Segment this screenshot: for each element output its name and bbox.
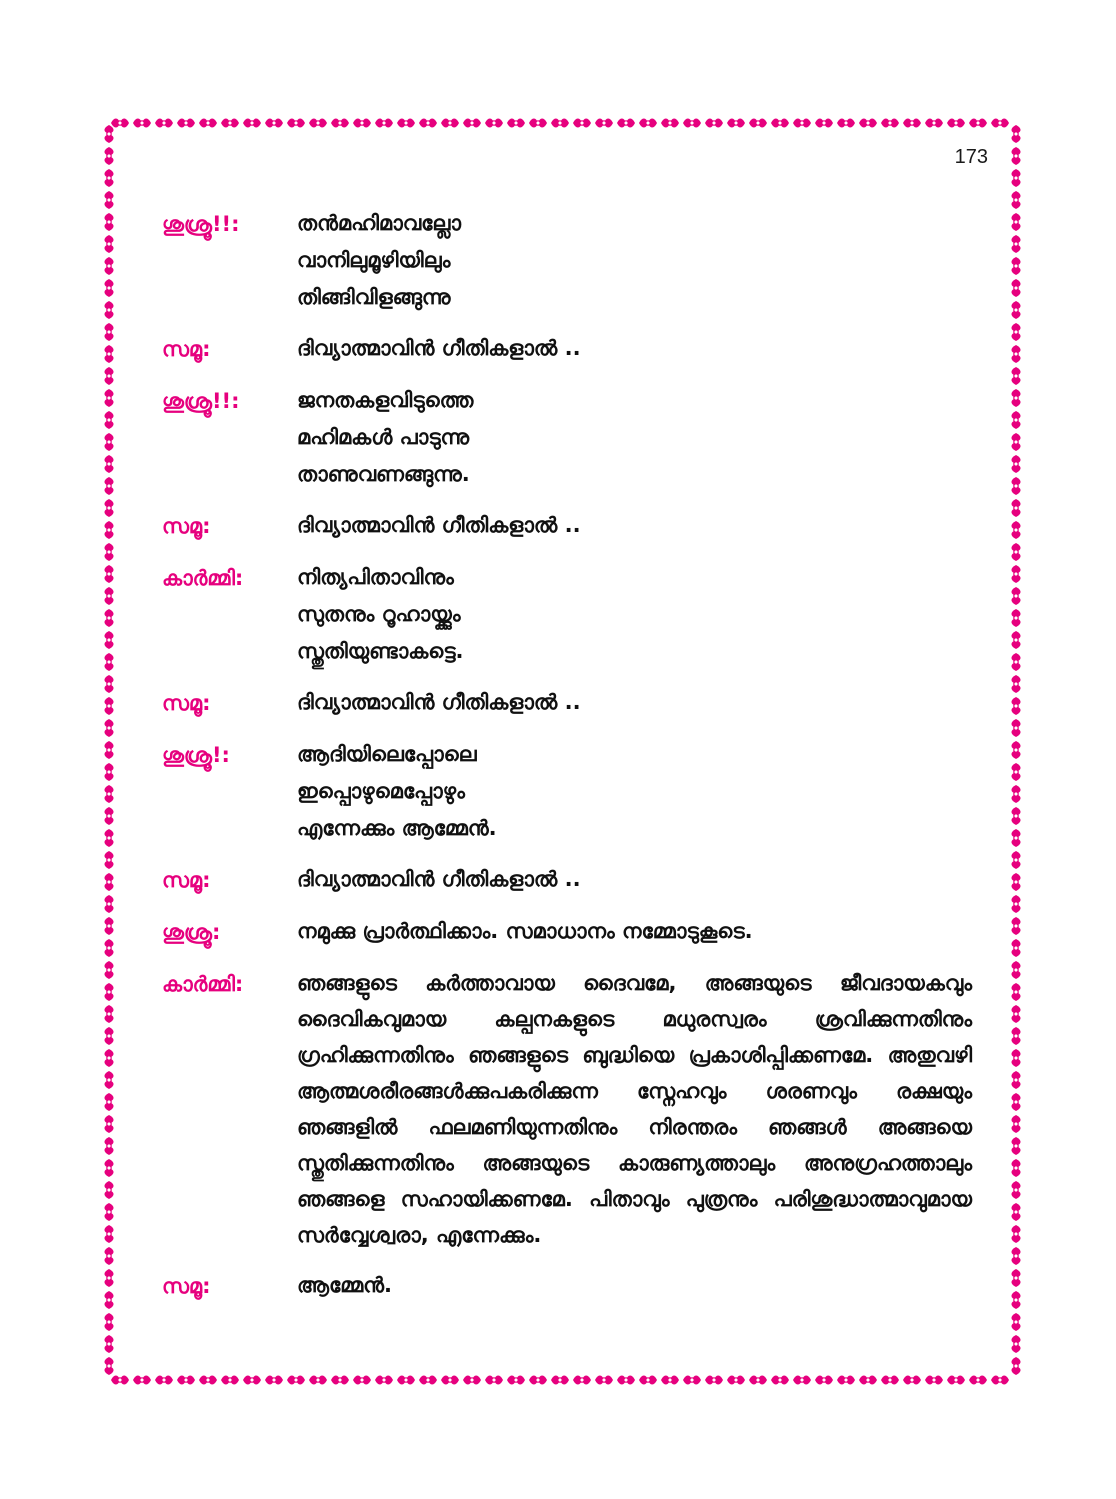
border-motif bbox=[991, 119, 1009, 128]
border-motif bbox=[105, 323, 114, 341]
border-motif bbox=[793, 119, 811, 128]
border-motif bbox=[105, 499, 114, 517]
verse-lines bbox=[297, 382, 972, 493]
border-motif bbox=[925, 1376, 943, 1385]
dialogue-entry bbox=[162, 507, 972, 545]
border-motif bbox=[749, 119, 767, 128]
verse-lines bbox=[297, 1267, 972, 1305]
border-motif bbox=[105, 939, 114, 957]
verse-line: വാനിലുമൂഴിയിലും bbox=[297, 248, 451, 272]
page-number: 173 bbox=[954, 146, 988, 168]
border-motif bbox=[1012, 213, 1021, 231]
border-motif bbox=[105, 1005, 114, 1023]
border-motif bbox=[105, 565, 114, 583]
border-motif bbox=[1012, 345, 1021, 363]
border-motif bbox=[105, 983, 114, 1001]
border-motif bbox=[177, 1376, 195, 1385]
border-motif bbox=[105, 477, 114, 495]
border-motif bbox=[551, 1376, 569, 1385]
border-motif bbox=[991, 1376, 1009, 1385]
speaker-label: സമൂ: bbox=[162, 1274, 211, 1298]
verse-lines bbox=[297, 913, 972, 951]
border-motif bbox=[105, 1049, 114, 1067]
border-motif bbox=[265, 119, 283, 128]
dialogue-entry bbox=[162, 559, 972, 670]
border-motif bbox=[771, 1376, 789, 1385]
border-motif bbox=[1012, 1049, 1021, 1067]
border-motif bbox=[1012, 697, 1021, 715]
verse-line: സുതനും റൂഹായ്ക്കും bbox=[297, 602, 461, 626]
border-motif bbox=[1012, 301, 1021, 319]
border-motif bbox=[105, 1181, 114, 1199]
border-motif bbox=[1012, 169, 1021, 187]
border-motif bbox=[1012, 389, 1021, 407]
border-motif bbox=[105, 961, 114, 979]
dialogue-entry bbox=[162, 205, 972, 316]
verse-lines bbox=[297, 684, 972, 722]
border-motif bbox=[529, 119, 547, 128]
border-motif bbox=[441, 119, 459, 128]
border-motif bbox=[1012, 1137, 1021, 1155]
speaker-label: സമൂ: bbox=[162, 337, 211, 361]
border-motif bbox=[1012, 1093, 1021, 1111]
border-motif bbox=[105, 1071, 114, 1089]
border-motif bbox=[1012, 587, 1021, 605]
speaker-label: ശുശ്രൂ!: bbox=[162, 743, 230, 767]
border-motif bbox=[661, 1376, 679, 1385]
border-motif bbox=[331, 119, 349, 128]
border-motif bbox=[463, 119, 481, 128]
border-motif bbox=[105, 763, 114, 781]
border-motif bbox=[925, 119, 943, 128]
border-motif bbox=[105, 1115, 114, 1133]
border-motif bbox=[1012, 917, 1021, 935]
border-motif bbox=[105, 631, 114, 649]
verse-lines bbox=[297, 736, 972, 847]
border-motif bbox=[243, 1376, 261, 1385]
border-motif bbox=[105, 719, 114, 737]
verse-line: ജനതകളവിടുത്തെ bbox=[297, 388, 474, 412]
border-motif bbox=[617, 119, 635, 128]
border-motif bbox=[1012, 1247, 1021, 1265]
border-motif bbox=[749, 1376, 767, 1385]
border-motif bbox=[595, 1376, 613, 1385]
speaker-label: കാർമ്മി: bbox=[162, 972, 244, 996]
dialogue-entry bbox=[162, 382, 972, 493]
border-motif bbox=[1012, 1225, 1021, 1243]
border-motif bbox=[1012, 1071, 1021, 1089]
border-motif bbox=[793, 1376, 811, 1385]
prayer-paragraph: ഞങ്ങളുടെ കർത്താവായ ദൈവമേ, അങ്ങയുടെ ജീവദായകവും ദൈവികവുമായ കല്പനകളുടെ മധുരസ്വരം ശ്രവിക്കുന്നതിനും ഗ്രഹിക്കുന്നതിനും ഞങ്ങളുടെ ബുദ്ധിയെ പ്രകാശിപ്പിക്കണമേ. അതുവഴി ആത്മശരീരങ്ങൾക്കുപകരിക്കുന്ന സ്നേഹവും ശരണവും രക്ഷയും ഞങ്ങളിൽ ഫലമണിയുന്നതിനും നിരന്തരം ഞങ്ങൾ അങ്ങയെ സ്തുതിക്കുന്നതിനും അങ്ങയുടെ കാരുണ്യത്താലും അനുഗ്രഹത്താലും ഞങ്ങളെ സഹായിക്കണമേ. പിതാവും പുത്രനും പരിശുദ്ധാത്മാവുമായ സർവ്വേശ്വരാ, എന്നേക്കും. bbox=[297, 971, 972, 1247]
border-motif bbox=[859, 1376, 877, 1385]
border-motif bbox=[105, 1269, 114, 1287]
dialogue-entry bbox=[162, 736, 972, 847]
border-motif bbox=[105, 147, 114, 165]
border-motif bbox=[1012, 807, 1021, 825]
border-motif bbox=[1012, 829, 1021, 847]
border-motif bbox=[903, 119, 921, 128]
border-motif bbox=[441, 1376, 459, 1385]
border-motif bbox=[105, 741, 114, 759]
border-motif bbox=[1012, 125, 1021, 143]
border-motif bbox=[265, 1376, 283, 1385]
border-motif bbox=[1012, 675, 1021, 693]
verse-lines bbox=[297, 330, 972, 368]
speaker-label: സമൂ: bbox=[162, 868, 211, 892]
verse-line: മഹിമകൾ പാടുന്നു bbox=[297, 425, 470, 449]
verse-line: ആദിയിലെപ്പോലെ bbox=[297, 742, 477, 766]
verse-line: ആമ്മേൻ. bbox=[297, 1273, 393, 1297]
border-motif bbox=[199, 1376, 217, 1385]
border-motif bbox=[969, 119, 987, 128]
border-motif bbox=[177, 119, 195, 128]
dialogue-entry bbox=[162, 1267, 972, 1305]
border-motif bbox=[105, 1225, 114, 1243]
border-motif bbox=[1012, 983, 1021, 1001]
verse-line: സ്തുതിയുണ്ടാകട്ടെ. bbox=[297, 639, 464, 663]
border-motif bbox=[105, 169, 114, 187]
border-motif bbox=[105, 1093, 114, 1111]
border-motif bbox=[1012, 1335, 1021, 1353]
border-motif bbox=[463, 1376, 481, 1385]
border-motif bbox=[105, 1027, 114, 1045]
border-motif bbox=[661, 119, 679, 128]
border-motif bbox=[1012, 367, 1021, 385]
speaker-label: ശുശ്രൂ: bbox=[162, 920, 221, 944]
border-motif bbox=[573, 1376, 591, 1385]
border-motif bbox=[1012, 785, 1021, 803]
border-motif bbox=[705, 119, 723, 128]
border-motif bbox=[837, 119, 855, 128]
border-motif bbox=[1012, 939, 1021, 957]
border-motif bbox=[105, 653, 114, 671]
border-motif bbox=[1012, 1203, 1021, 1221]
border-motif bbox=[419, 1376, 437, 1385]
border-motif bbox=[105, 1203, 114, 1221]
border-motif bbox=[375, 119, 393, 128]
border-motif bbox=[639, 119, 657, 128]
border-motif bbox=[573, 119, 591, 128]
border-motif bbox=[771, 119, 789, 128]
border-motif bbox=[727, 1376, 745, 1385]
border-motif bbox=[287, 1376, 305, 1385]
border-motif bbox=[947, 1376, 965, 1385]
dialogue-entry bbox=[162, 913, 972, 951]
border-motif bbox=[1012, 1115, 1021, 1133]
border-motif bbox=[551, 119, 569, 128]
border-motif bbox=[1012, 1291, 1021, 1309]
border-motif bbox=[105, 1247, 114, 1265]
border-motif bbox=[1012, 1269, 1021, 1287]
verse-line: നമുക്കു പ്രാർത്ഥിക്കാം. സമാധാനം നമ്മോടുകൂടെ. bbox=[297, 919, 753, 943]
border-motif bbox=[969, 1376, 987, 1385]
border-motif bbox=[221, 1376, 239, 1385]
border-motif bbox=[105, 1335, 114, 1353]
border-motif bbox=[485, 1376, 503, 1385]
border-motif bbox=[105, 895, 114, 913]
border-motif bbox=[111, 1376, 129, 1385]
border-motif bbox=[105, 455, 114, 473]
verse-line: തിങ്ങിവിളങ്ങുന്നു bbox=[297, 285, 451, 309]
border-motif bbox=[105, 433, 114, 451]
border-motif bbox=[639, 1376, 657, 1385]
dialogue-entry bbox=[162, 330, 972, 368]
border-motif bbox=[595, 119, 613, 128]
border-motif bbox=[111, 119, 129, 128]
border-motif bbox=[1012, 565, 1021, 583]
border-motif bbox=[1012, 895, 1021, 913]
border-motif bbox=[1012, 873, 1021, 891]
border-motif bbox=[105, 191, 114, 209]
border-motif bbox=[105, 675, 114, 693]
border-motif bbox=[1012, 1313, 1021, 1331]
verse-lines bbox=[297, 861, 972, 899]
border-motif bbox=[105, 279, 114, 297]
border-motif bbox=[529, 1376, 547, 1385]
border-motif bbox=[353, 1376, 371, 1385]
border-motif bbox=[1012, 961, 1021, 979]
border-motif bbox=[199, 119, 217, 128]
verse-lines bbox=[297, 559, 972, 670]
border-motif bbox=[881, 1376, 899, 1385]
verse-line: ഇപ്പൊഴുമെപ്പോഴും bbox=[297, 779, 465, 803]
border-motif bbox=[105, 1357, 114, 1375]
border-motif bbox=[705, 1376, 723, 1385]
border-motif bbox=[1012, 191, 1021, 209]
border-motif bbox=[859, 119, 877, 128]
border-motif bbox=[105, 587, 114, 605]
border-motif bbox=[105, 1291, 114, 1309]
speaker-label: ശുശ്രൂ!!: bbox=[162, 389, 240, 413]
border-motif bbox=[309, 1376, 327, 1385]
dialogue-entry bbox=[162, 684, 972, 722]
border-motif bbox=[1012, 543, 1021, 561]
border-motif bbox=[419, 119, 437, 128]
verse-line: ദിവ്യാത്മാവിൻ ഗീതികളാൽ .. bbox=[297, 513, 581, 537]
liturgy-text bbox=[162, 205, 972, 1319]
border-motif bbox=[1012, 1181, 1021, 1199]
border-motif bbox=[105, 851, 114, 869]
border-motif bbox=[507, 1376, 525, 1385]
verse-line: ദിവ്യാത്മാവിൻ ഗീതികളാൽ .. bbox=[297, 336, 581, 360]
border-motif bbox=[727, 119, 745, 128]
border-motif bbox=[375, 1376, 393, 1385]
border-motif bbox=[617, 1376, 635, 1385]
border-motif bbox=[1012, 235, 1021, 253]
border-motif bbox=[1012, 719, 1021, 737]
border-motif bbox=[105, 609, 114, 627]
verse-lines bbox=[297, 507, 972, 545]
verse-lines bbox=[297, 205, 972, 316]
border-motif bbox=[683, 119, 701, 128]
border-motif bbox=[105, 521, 114, 539]
border-motif bbox=[1012, 1027, 1021, 1045]
verse-line: നിത്യപിതാവിനും bbox=[297, 565, 454, 589]
verse-line: ദിവ്യാത്മാവിൻ ഗീതികളാൽ .. bbox=[297, 867, 581, 891]
border-motif bbox=[331, 1376, 349, 1385]
border-motif bbox=[815, 1376, 833, 1385]
border-motif bbox=[105, 543, 114, 561]
border-motif bbox=[105, 807, 114, 825]
border-motif bbox=[815, 119, 833, 128]
border-motif bbox=[353, 119, 371, 128]
dialogue-entry bbox=[162, 861, 972, 899]
border-motif bbox=[1012, 741, 1021, 759]
border-motif bbox=[105, 367, 114, 385]
border-motif bbox=[1012, 851, 1021, 869]
border-motif bbox=[105, 345, 114, 363]
border-motif bbox=[105, 1159, 114, 1177]
border-motif bbox=[133, 119, 151, 128]
border-motif bbox=[1012, 763, 1021, 781]
border-motif bbox=[105, 213, 114, 231]
border-motif bbox=[881, 119, 899, 128]
border-motif bbox=[1012, 653, 1021, 671]
border-motif bbox=[507, 119, 525, 128]
speaker-label: സമൂ: bbox=[162, 691, 211, 715]
border-motif bbox=[105, 1313, 114, 1331]
border-motif bbox=[105, 829, 114, 847]
border-motif bbox=[947, 119, 965, 128]
border-motif bbox=[1012, 477, 1021, 495]
border-motif bbox=[837, 1376, 855, 1385]
border-motif bbox=[1012, 1005, 1021, 1023]
border-motif bbox=[309, 119, 327, 128]
border-motif bbox=[105, 917, 114, 935]
border-motif bbox=[1012, 433, 1021, 451]
border-motif bbox=[243, 119, 261, 128]
border-motif bbox=[105, 235, 114, 253]
border-motif bbox=[105, 301, 114, 319]
border-motif bbox=[105, 411, 114, 429]
border-motif bbox=[105, 257, 114, 275]
border-motif bbox=[1012, 499, 1021, 517]
border-motif bbox=[1012, 279, 1021, 297]
border-motif bbox=[1012, 257, 1021, 275]
border-motif bbox=[1012, 147, 1021, 165]
border-motif bbox=[1012, 521, 1021, 539]
border-motif bbox=[683, 1376, 701, 1385]
border-motif bbox=[903, 1376, 921, 1385]
border-motif bbox=[105, 785, 114, 803]
border-motif bbox=[1012, 609, 1021, 627]
border-motif bbox=[155, 119, 173, 128]
speaker-label: ശുശ്രൂ!!: bbox=[162, 212, 240, 236]
speaker-label: കാർമ്മി: bbox=[162, 566, 244, 590]
dialogue-entry bbox=[162, 965, 972, 1253]
border-motif bbox=[221, 119, 239, 128]
verse-line: ദിവ്യാത്മാവിൻ ഗീതികളാൽ .. bbox=[297, 690, 581, 714]
border-motif bbox=[105, 389, 114, 407]
border-motif bbox=[287, 119, 305, 128]
border-motif bbox=[1012, 411, 1021, 429]
border-motif bbox=[1012, 323, 1021, 341]
border-motif bbox=[1012, 1357, 1021, 1375]
speaker-label: സമൂ: bbox=[162, 514, 211, 538]
border-motif bbox=[1012, 1159, 1021, 1177]
border-motif bbox=[1012, 455, 1021, 473]
border-motif bbox=[397, 119, 415, 128]
border-motif bbox=[133, 1376, 151, 1385]
border-motif bbox=[105, 873, 114, 891]
verse-line: എന്നേക്കും ആമ്മേൻ. bbox=[297, 816, 497, 840]
border-motif bbox=[105, 697, 114, 715]
verse-line: തൻമഹിമാവല്ലോ bbox=[297, 211, 461, 235]
border-motif bbox=[105, 1137, 114, 1155]
border-motif bbox=[105, 125, 114, 143]
border-motif bbox=[397, 1376, 415, 1385]
border-motif bbox=[1012, 631, 1021, 649]
verse-line: താണുവണങ്ങുന്നു. bbox=[297, 462, 470, 486]
border-motif bbox=[155, 1376, 173, 1385]
border-motif bbox=[485, 119, 503, 128]
